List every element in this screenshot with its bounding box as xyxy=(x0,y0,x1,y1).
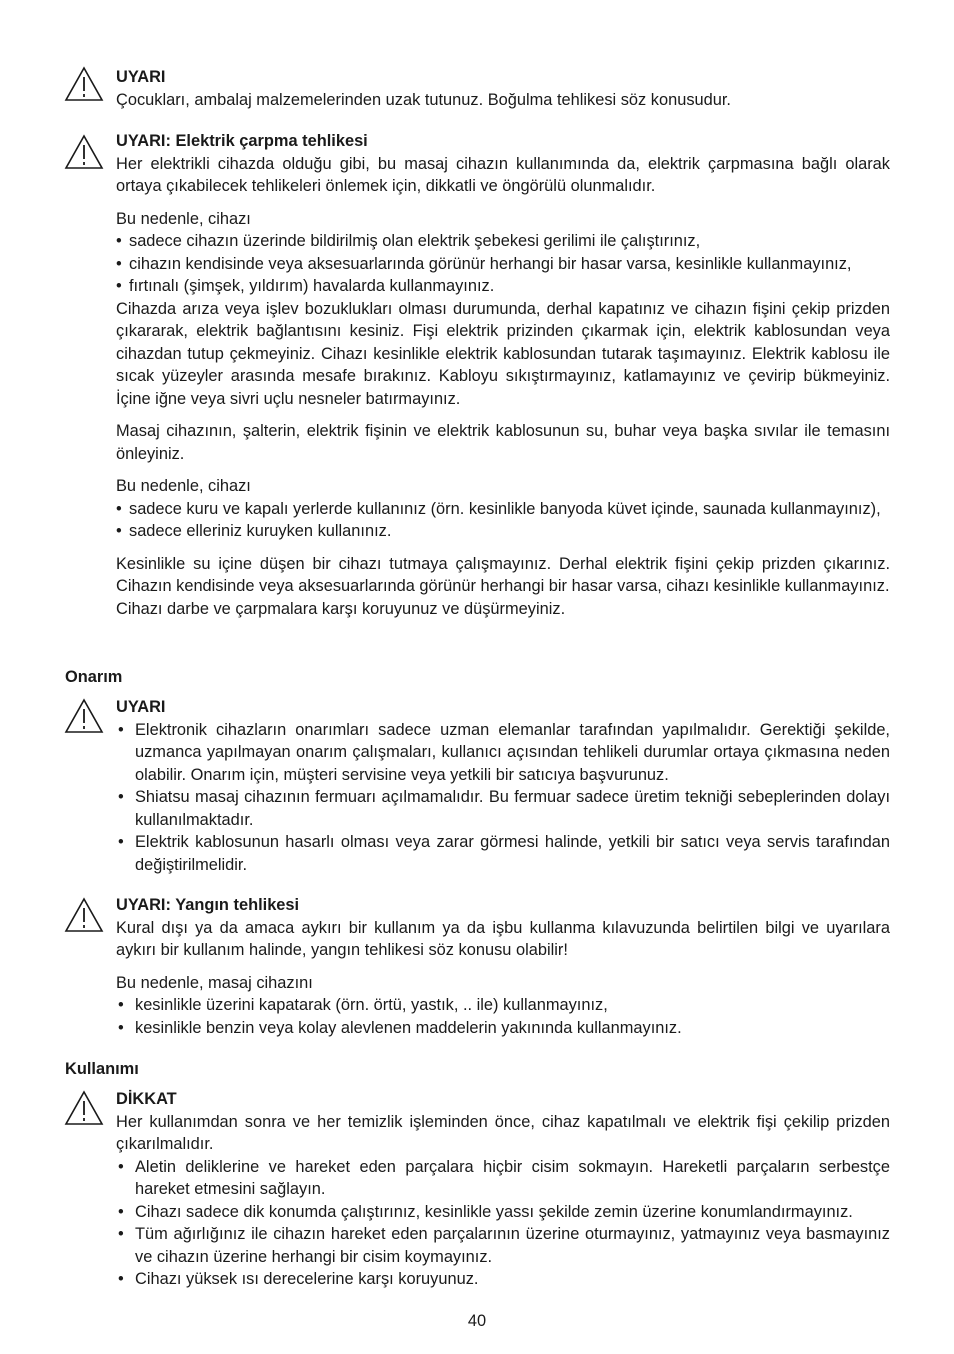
list-item: • cihazın kendisinde veya aksesuarlarında görünür herhangi bir hasar varsa, kesinlikle kullanmayınız, xyxy=(116,253,890,276)
warning-text: Çocukları, ambalaj malzemelerinden uzak tutunuz. Boğulma tehlikesi söz konusudur. xyxy=(116,90,731,109)
paragraph: Masaj cihazının, şalterin, elektrik fişinin ve elektrik kablosunun su, buhar veya başka sıvılar ile temasını önleyiniz. xyxy=(116,422,890,463)
list-item: • Elektronik cihazların onarımları sadece uzman elemanlar tarafından yapılmalıdır. Gerektiği şekilde, uzmanca yapılmayan onarım çalışmaları, kullanıcı açısından tehlikeli durumlar ortaya çıkmasına neden olabilir. Onarım için, müşteri servisine veya yetkili bir satıcıya başvurunuz. xyxy=(116,719,890,787)
warning-icon xyxy=(64,698,104,734)
warning-block-children xyxy=(116,66,890,111)
list-item: • sadece cihazın üzerinde bildirilmiş olan elektrik şebekesi gerilimi ile çalıştırınız, xyxy=(116,230,890,253)
bullet-list xyxy=(116,498,890,543)
paragraph: Cihazda arıza veya işlev bozuklukları olması durumunda, derhal kapatınız ve cihazın fişini çekip prizden çıkararak, elektrik bağlantısını kesiniz. Fişi elektrik prizinden çıkarmak için, elektrik kablosundan veya cihazdan tutup çekmeyiniz. Cihazı kesinlikle elektrik kablosundan tutarak taşımayınız. Elektrik kablosu ile sıcak yüzeyler arasında mesafe bırakınız. Kabloyu sıkıştırmayınız, katlamayınız ve çevirip bükmeyiniz. İçine iğne veya sivri uçlu nesneler batırmayınız. xyxy=(116,299,890,408)
warning-heading: UYARI xyxy=(116,698,166,716)
warning-block-fire xyxy=(116,894,890,1039)
paragraph: Cihazı darbe ve çarpmalara karşı koruyunuz ve düşürmeyiniz. xyxy=(116,599,566,618)
paragraph: Her kullanımdan sonra ve her temizlik işleminden önce, cihaz kapatılmalı ve elektrik fişi çekilip prizden çıkarılmalıdır. xyxy=(116,1112,890,1153)
caution-block-usage xyxy=(116,1088,890,1291)
warning-icon xyxy=(64,134,104,170)
paragraph: Kesinlikle su içine düşen bir cihazı tutmaya çalışmayınız. Derhal elektrik fişini çekip prizden çıkarınız. Cihazın kendisinde veya aksesuarlarında görünür herhangi bir hasar varsa, cihazı kesinlikle kullanmayınız. xyxy=(116,554,890,595)
paragraph: Kural dışı ya da amaca aykırı bir kullanım ya da işbu kullanma kılavuzunda belirtilen bilgi ve uyarılara aykırı bir kullanım halinde, yangın tehlikesi söz konusu olabilir! xyxy=(116,918,890,959)
list-lead: Bu nedenle, masaj cihazını xyxy=(116,973,313,992)
list-lead: Bu nedenle, cihazı xyxy=(116,477,251,495)
warning-heading: UYARI: Yangın tehlikesi xyxy=(116,896,300,914)
warning-icon xyxy=(64,66,104,102)
bullet-list xyxy=(116,719,890,877)
section-title: Onarım xyxy=(65,668,123,686)
section-title: Kullanımı xyxy=(65,1060,139,1078)
warning-heading: UYARI: Elektrik çarpma tehlikesi xyxy=(116,132,368,150)
list-item: • sadece kuru ve kapalı yerlerde kullanınız (örn. kesinlikle banyoda küvet içinde, saunada kullanmayınız), xyxy=(116,498,890,521)
list-item: • Shiatsu masaj cihazının fermuarı açılmamalıdır. Bu fermuar sadece üretim tekniği sebeplerinden dolayı kullanılmaktadır. xyxy=(116,786,890,831)
warning-icon xyxy=(64,897,104,933)
list-item: • sadece elleriniz kuruyken kullanınız. xyxy=(116,520,890,543)
warning-block-electric xyxy=(116,130,890,620)
page-number: 40 xyxy=(467,1312,487,1330)
bullet-list xyxy=(116,994,890,1039)
warning-icon xyxy=(64,1090,104,1126)
list-item: • Cihazı sadece dik konumda çalıştırınız, kesinlikle yassı şekilde zemin üzerine konumlandırmayınız. xyxy=(116,1201,890,1224)
list-item: • Tüm ağırlığınız ile cihazın hareket eden parçalarının üzerine oturmayınız, yatmayınız veya basmayınız ve cihazın üzerine herhangi bir cisim koymayınız. xyxy=(116,1223,890,1268)
list-item: • Aletin deliklerine ve hareket eden parçalara hiçbir cisim sokmayın. Hareketli parçaların serbestçe hareket etmesini sağlayın. xyxy=(116,1156,890,1201)
list-item: • Cihazı yüksek ısı derecelerine karşı koruyunuz. xyxy=(116,1268,890,1291)
warning-block-repair xyxy=(116,696,890,876)
list-item: • kesinlikle üzerini kapatarak (örn. örtü, yastık, .. ile) kullanmayınız, xyxy=(116,994,890,1017)
list-item: • Elektrik kablosunun hasarlı olması veya zarar görmesi halinde, yetkili bir satıcı veya servis tarafından değiştirilmelidir. xyxy=(116,831,890,876)
list-item: • kesinlikle benzin veya kolay alevlenen maddelerin yakınında kullanmayınız. xyxy=(116,1017,890,1040)
paragraph: Her elektrikli cihazda olduğu gibi, bu masaj cihazın kullanımında da, elektrik çarpmasına bağlı olarak ortaya çıkabilecek tehlikeleri önlemek için, dikkatli ve öngörülü olunmalıdır. xyxy=(116,154,890,195)
list-item: • fırtınalı (şimşek, yıldırım) havalarda kullanmayınız. xyxy=(116,275,890,298)
bullet-list xyxy=(116,230,890,298)
warning-heading: DİKKAT xyxy=(116,1090,177,1108)
bullet-list xyxy=(116,1156,890,1291)
list-lead: Bu nedenle, cihazı xyxy=(116,209,251,228)
warning-heading: UYARI xyxy=(116,68,166,86)
